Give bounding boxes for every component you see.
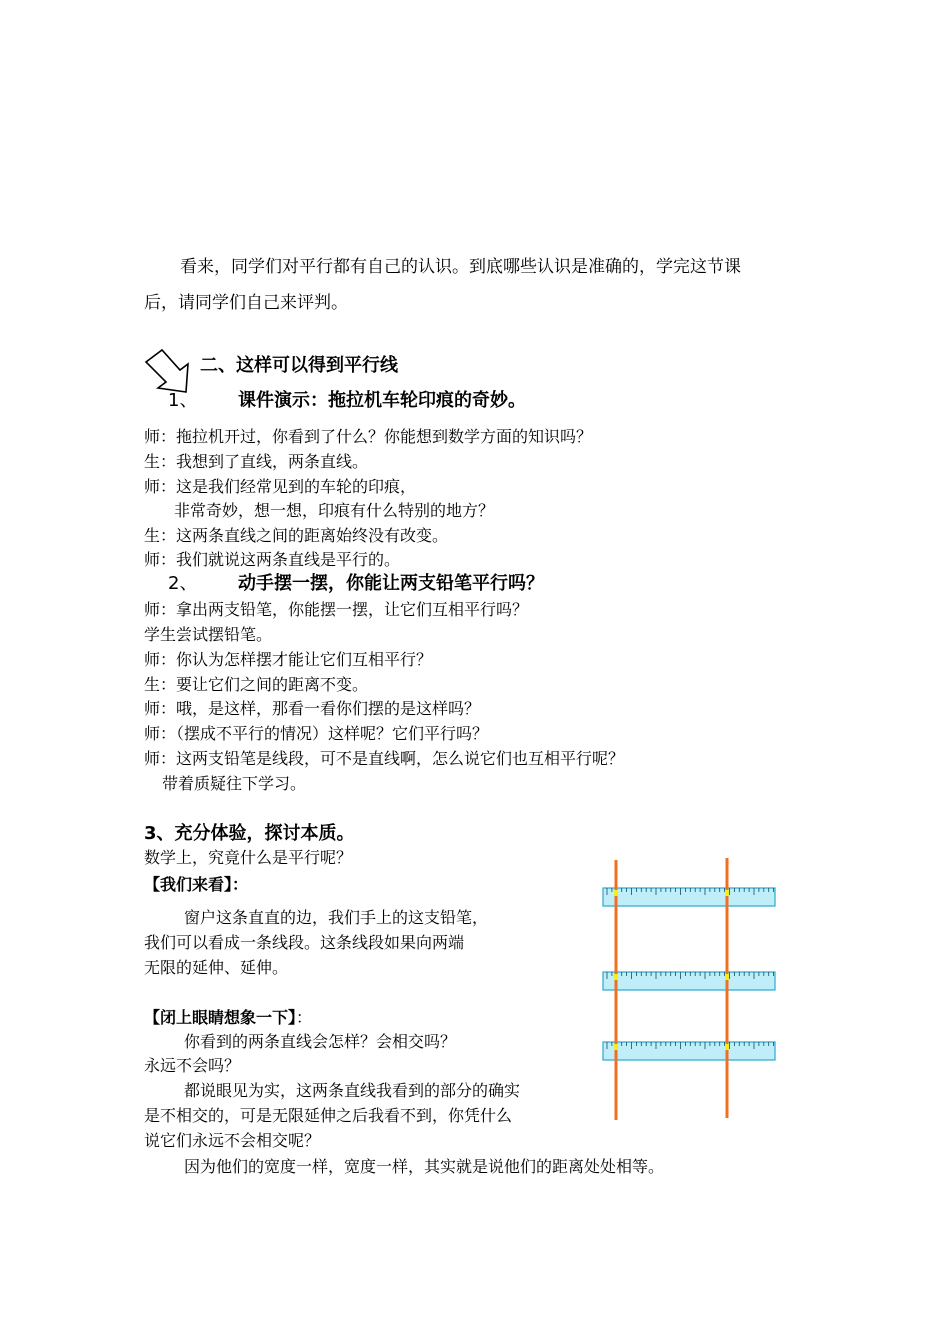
dialog2-line: 师：拿出两支铅笔，你能摆一摆，让它们互相平行吗？: [144, 600, 529, 619]
intersection-mark: [725, 890, 729, 896]
section3-question: 数学上，究竟什么是平行呢？: [144, 848, 353, 867]
look-label: 【我们来看】：: [144, 875, 249, 894]
dialog2-line: 学生尝试摆铅笔。: [144, 625, 273, 644]
subtitle-1-number: 1、: [168, 390, 198, 411]
look-text-line: 我们可以看成一条线段。这条线段如果向两端: [144, 933, 465, 952]
imagine-text-line: 你看到的两条直线会怎样？会相交吗？: [184, 1032, 457, 1051]
arrow-bullet-icon: [144, 348, 192, 394]
ruler: [603, 888, 775, 906]
dialog2-line: 师：哦，是这样，那看一看你们摆的是这样吗？: [144, 699, 481, 718]
imagine-text-line: 永远不会吗？: [144, 1056, 241, 1075]
dialog1-line: 非常奇妙，想一想，印痕有什么特别的地方？: [174, 501, 495, 520]
subtitle-2-text: 动手摆一摆，你能让两支铅笔平行吗？: [238, 573, 544, 594]
dialog2-line: 生：要让它们之间的距离不变。: [144, 675, 369, 694]
section2-title: 二、这样可以得到平行线: [200, 355, 398, 376]
rulers: [603, 888, 775, 1060]
intro-line-2: 后，请同学们自己来评判。: [144, 293, 348, 313]
imagine-heading: [144, 1008, 312, 1028]
subtitle-2-number: 2、: [168, 573, 198, 594]
ruler: [603, 972, 775, 990]
dialog1-line: 生：这两条直线之间的距离始终没有改变。: [144, 526, 449, 545]
dialog1-line: 生：我想到了直线，两条直线。: [144, 452, 369, 471]
imagine-text-line: 是不相交的，可是无限延伸之后我看不到，你凭什么: [144, 1106, 513, 1125]
dialog2-line: 师：（摆成不平行的情况）这样呢？它们平行吗？: [144, 724, 489, 743]
look-text-line: 窗户这条直直的边，我们手上的这支铅笔，: [184, 908, 489, 927]
intro-line-1: 看来，同学们对平行都有自己的认识。到底哪些认识是准确的，学完这节课: [180, 257, 741, 277]
dialog1-line: 师：拖拉机开过，你看到了什么？你能想到数学方面的知识吗？: [144, 427, 593, 446]
imagine-text-line: 因为他们的宽度一样，宽度一样，其实就是说他们的距离处处相等。: [184, 1157, 665, 1176]
parallel-lines-ruler-figure: [600, 856, 780, 1124]
intersection-mark: [614, 890, 618, 896]
ruler: [603, 1042, 775, 1060]
intersection-mark: [614, 1044, 618, 1050]
dialog2-line: 带着质疑往下学习。: [162, 774, 307, 793]
imagine-colon: ：: [296, 1008, 313, 1027]
subtitle-1-text: 课件演示：拖拉机车轮印痕的奇妙。: [238, 390, 526, 411]
section2-subtitle-1: [168, 391, 526, 411]
intersection-mark: [614, 974, 618, 980]
section3-title: 3、充分体验，探讨本质。: [144, 823, 355, 844]
look-text-line: 无限的延伸、延伸。: [144, 958, 289, 977]
dialog1-line: 师：这是我们经常见到的车轮的印痕，: [144, 477, 417, 496]
intersection-mark: [725, 1044, 729, 1050]
dialog2-line: 师：这两支铅笔是线段，可不是直线啊，怎么说它们也互相平行呢？: [144, 749, 625, 768]
imagine-text-line: 都说眼见为实，这两条直线我看到的部分的确实: [184, 1081, 521, 1100]
imagine-label: 【闭上眼睛想象一下】: [144, 1008, 297, 1027]
imagine-text-line: 说它们永远不会相交呢？: [144, 1131, 321, 1150]
intersection-marks: [614, 890, 729, 1050]
dialog1-line: 师：我们就说这两条直线是平行的。: [144, 550, 401, 569]
intersection-mark: [725, 974, 729, 980]
dialog2-line: 师：你认为怎样摆才能让它们互相平行？: [144, 650, 433, 669]
section2-subtitle-2: [168, 574, 544, 594]
